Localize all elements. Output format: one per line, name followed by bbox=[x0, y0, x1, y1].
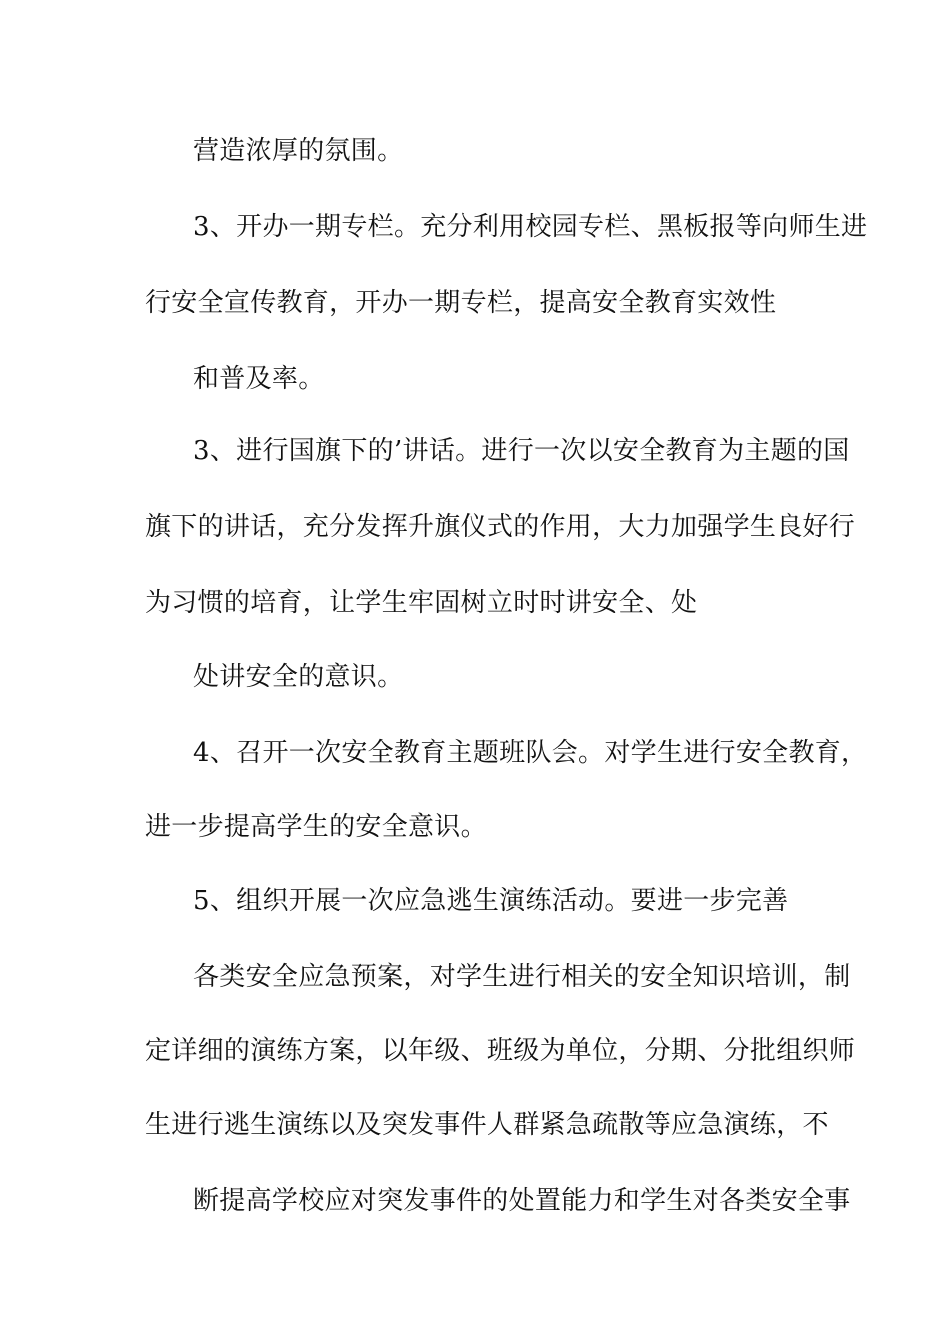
text-line: 定详细的演练方案，以年级、班级为单位，分期、分批组织师 bbox=[145, 1036, 856, 1066]
text-line: 为习惯的培育，让学生牢固树立时时讲安全、处 bbox=[145, 588, 698, 618]
text-line: 各类安全应急预案，对学生进行相关的安全知识培训，制 bbox=[193, 962, 851, 992]
text-line: 4、召开一次安全教育主题班队会。对学生进行安全教育， bbox=[193, 738, 868, 768]
text-line: 旗下的讲话，充分发挥升旗仪式的作用，大力加强学生良好行 bbox=[145, 512, 856, 542]
text-line: 断提高学校应对突发事件的处置能力和学生对各类安全事 bbox=[193, 1186, 851, 1216]
text-line: 和普及率。 bbox=[193, 364, 325, 394]
text-line: 处讲安全的意识。 bbox=[193, 662, 404, 692]
text-line: 生进行逃生演练以及突发事件人群紧急疏散等应急演练，不 bbox=[145, 1110, 829, 1140]
text-line: 3、进行国旗下的’讲话。进行一次以安全教育为主题的国 bbox=[193, 436, 850, 466]
text-line: 行安全宣传教育，开办一期专栏，提高安全教育实效性 bbox=[145, 288, 777, 318]
text-line: 营造浓厚的氛围。 bbox=[193, 136, 404, 166]
text-line: 进一步提高学生的安全意识。 bbox=[145, 812, 487, 842]
text-line: 3、开办一期专栏。充分利用校园专栏、黑板报等向师生进 bbox=[193, 212, 868, 242]
text-line: 5、组织开展一次应急逃生演练活动。要进一步完善 bbox=[193, 886, 789, 916]
